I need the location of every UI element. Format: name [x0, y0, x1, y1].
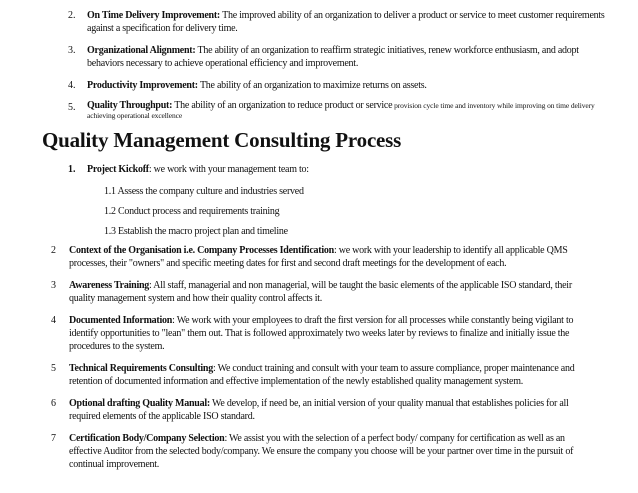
item-text: The improved ability of an organization to deliver a product or service to meet customer requirements against a specification for delivery time.	[87, 10, 605, 34]
item-number: 3	[51, 280, 56, 291]
item-label: Certification Body/Company Selection	[69, 433, 225, 444]
item-label: On Time Delivery Improvement:	[87, 10, 221, 21]
list-item	[0, 432, 638, 471]
item-text: : We work with your employees to draft the first version for all processes while constantly being vigilant to identify opportunities to "lean" them out. That is followed approximately two weeks later by reviews to finalize and initially issue the procedures to the system.	[69, 315, 574, 352]
list-item	[0, 101, 638, 121]
list-item	[0, 279, 638, 305]
list-item	[0, 314, 638, 353]
list-item	[0, 244, 638, 270]
item-label: Documented Information	[69, 315, 173, 326]
item-text: : All staff, managerial and non managerial, will be taught the basic elements of the applicable ISO standard, their quality management system and how their quality control affects it.	[69, 280, 572, 304]
list-item	[0, 397, 638, 423]
item-number: 4	[51, 315, 56, 326]
benefits-list	[0, 9, 638, 130]
item-text: : We assist you with the selection of a perfect body/ company for certification as well as an effective Auditor from the selected body/company. We ensure the company you choose will be your partner over time in the pursuit of continual improvement.	[69, 433, 574, 470]
sub-item: 1.2 Conduct process and requirements training	[104, 206, 280, 217]
item-number: 5	[51, 363, 56, 374]
item-label: Technical Requirements Consulting	[69, 363, 213, 374]
list-item	[0, 44, 638, 70]
item-text: The ability of an organization to reaffirm strategic initiatives, renew workforce enthusiasm, and adopt behaviors necessary to achieve operational efficiency and improvement.	[87, 45, 579, 69]
section-heading: Quality Management Consulting Process	[42, 128, 402, 152]
item-label: Context of the Organisation i.e. Company Processes Identification	[69, 245, 334, 256]
item-label: Productivity Improvement:	[87, 80, 198, 91]
list-item	[0, 362, 638, 388]
item-text: We develop, if need be, an initial version of your quality manual that establishes policies for all required elements of the applicable ISO standard.	[69, 398, 569, 422]
item-number: 3.	[68, 45, 76, 56]
item-number: 2.	[68, 10, 76, 21]
sub-item: 1.3 Establish the macro project plan and timeline	[104, 226, 288, 237]
item-number: 6	[51, 398, 56, 409]
item-label: Optional drafting Quality Manual:	[69, 398, 210, 409]
item-number: 1.	[68, 164, 76, 175]
item-label: Awareness Training	[69, 280, 150, 291]
item-number: 2	[51, 245, 56, 256]
list-item	[0, 9, 638, 35]
sub-item: 1.1 Assess the company culture and industries served	[104, 186, 304, 197]
item-number: 4.	[68, 80, 76, 91]
list-item	[0, 163, 638, 176]
process-steps-list	[0, 244, 638, 480]
item-text: : We conduct training and consult with your team to assure compliance, proper maintenance and retention of documented information and effective implementation of the newly established quality management system.	[69, 363, 575, 387]
list-item	[0, 79, 638, 92]
item-text: : we work with your leadership to identify all applicable QMS processes, their "owners" and specific meeting dates for first and second draft meetings for the development of each.	[69, 245, 568, 269]
item-number: 7	[51, 433, 56, 444]
item-text: The ability of an organization to maximize returns on assets.	[197, 80, 427, 91]
item-text: The ability of an organization to reduce product or service	[172, 100, 393, 111]
item-number: 5.	[68, 102, 76, 113]
item-text: : we work with your management team to:	[148, 164, 309, 175]
item-label: Project Kickoff	[87, 164, 149, 175]
item-label: Organizational Alignment:	[87, 45, 196, 56]
item-label: Quality Throughput:	[87, 100, 173, 111]
item-text-small: provision cycle time and inventory while improving on time delivery achieving operational excellence	[87, 101, 595, 120]
